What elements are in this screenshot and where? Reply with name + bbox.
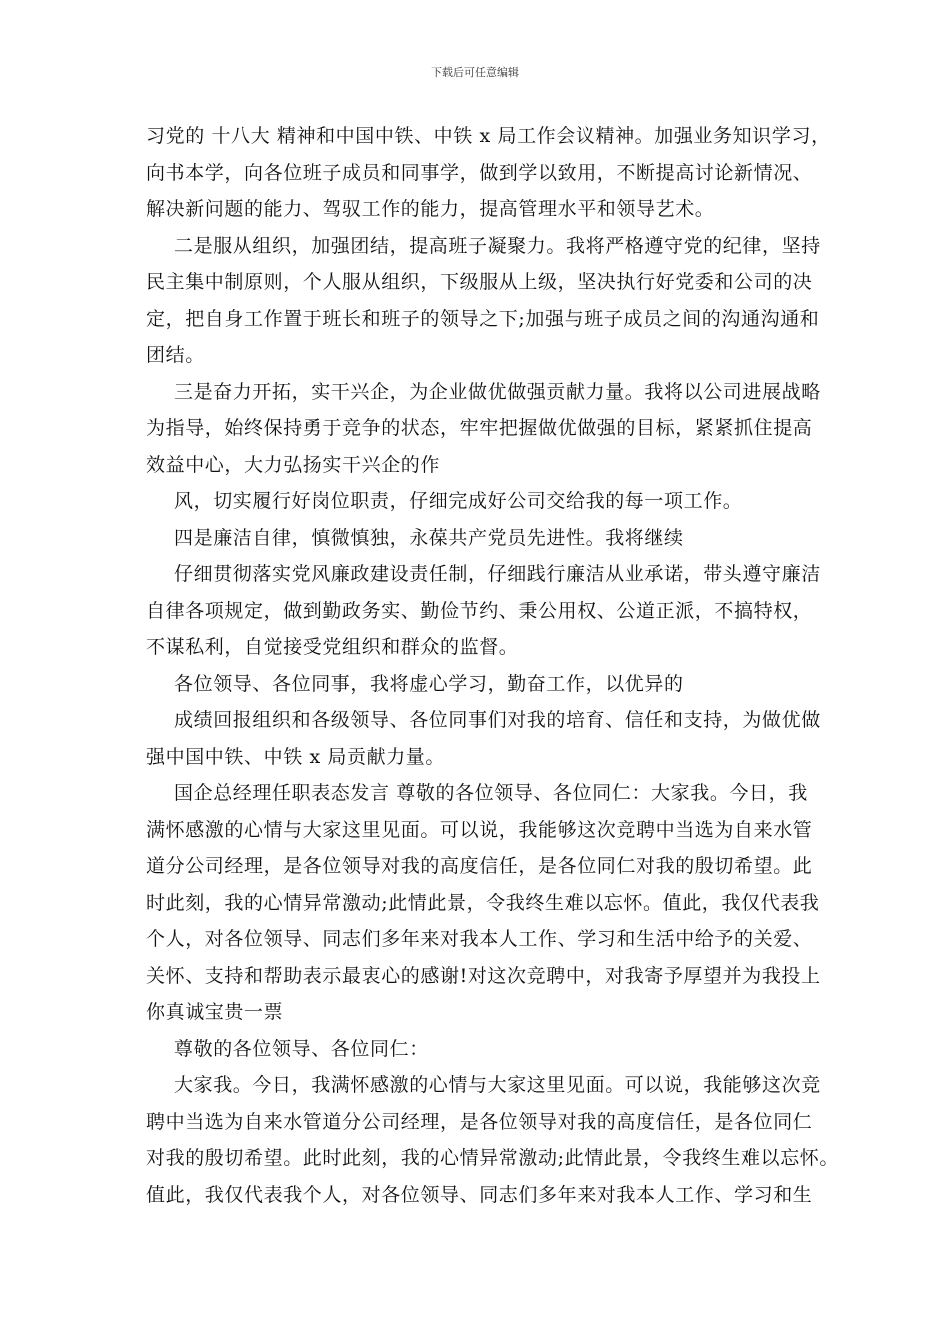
text-line: 为指导，始终保持勇于竞争的状态，牢牢把握做优做强的目标，紧紧抓住提高	[146, 417, 813, 439]
text-line: 民主集中制原则，个人服从组织，下级服从上级，坚决执行好党委和公司的决	[146, 271, 813, 293]
text-line: 个人，对各位领导、同志们多年来对我本人工作、学习和生活中给予的关爱、	[146, 928, 813, 950]
text-line: 效益中心，大力弘扬实干兴企的作	[146, 453, 441, 476]
text-line: 二是服从组织，加强团结，提高班子凝聚力。我将严格遵守党的纪律，坚持	[174, 234, 821, 257]
document-body	[146, 118, 840, 1213]
text-line: 定，把自身工作置于班长和班子的领导之下;加强与班子成员之间的沟通沟通和	[146, 307, 820, 330]
text-line: 聘中当选为自来水管道分公司经理，是各位领导对我的高度信任，是各位同仁	[146, 1110, 813, 1133]
text-line: 自律各项规定，做到勤政务实、勤俭节约、秉公用权、公道正派，不搞特权，	[146, 599, 813, 622]
text-line: 关怀、支持和帮助表示最衷心的感谢!对这次竞聘中，对我寄予厚望并为我投上	[146, 964, 821, 987]
text-line: 不谋私利，自觉接受党组织和群众的监督。	[146, 636, 519, 658]
text-line: 解决新问题的能力、驾驭工作的能力，提高管理水平和领导艺术。	[146, 198, 715, 220]
text-line: 三是奋力开拓，实干兴企，为企业做优做强贡献力量。我将以公司进展战略	[174, 380, 821, 403]
text-line: 团结。	[146, 344, 205, 366]
text-line: 对我的殷切希望。此时此刻，我的心情异常激动;此情此景，令我终生难以忘怀。	[146, 1147, 840, 1169]
text-line: 你真诚宝贵一票	[146, 1001, 284, 1023]
text-line: 向书本学，向各位班子成员和同事学，做到学以致用，不断提高讨论新情况、	[146, 161, 813, 184]
text-line: 风，切实履行好岗位职责，仔细完成好公司交给我的每一项工作。	[174, 490, 743, 512]
text-line: 尊敬的各位领导、各位同仁：	[174, 1037, 429, 1060]
text-line: 各位领导、各位同事，我将虚心学习，勤奋工作，以优异的	[174, 672, 684, 695]
text-line: 满怀感激的心情与大家这里见面。可以说，我能够这次竞聘中当选为自来水管	[146, 818, 813, 841]
text-line: 习党的 十八大 精神和中国中铁、中铁 x 局工作会议精神。加强业务知识学习，	[146, 125, 831, 147]
text-line: 仔细贯彻落实党风廉政建设责任制，仔细践行廉洁从业承诺，带头遵守廉洁	[174, 563, 821, 585]
text-line: 大家我。今日，我满怀感激的心情与大家这里见面。可以说，我能够这次竞	[174, 1074, 821, 1096]
text-line: 成绩回报组织和各级领导、各位同事们对我的培育、信任和支持，为做优做	[174, 709, 821, 731]
text-line: 强中国中铁、中铁 x 局贡献力量。	[146, 745, 445, 768]
text-line: 时此刻，我的心情异常激动;此情此景，令我终生难以忘怀。值此，我仅代表我	[146, 891, 820, 914]
text-line: 值此，我仅代表我个人，对各位领导、同志们多年来对我本人工作、学习和生	[146, 1183, 813, 1206]
page-header: 下载后可任意编辑	[431, 66, 519, 79]
text-line: 道分公司经理，是各位领导对我的高度信任，是各位同仁对我的殷切希望。此	[146, 855, 813, 877]
text-line: 四是廉洁自律，慎微慎独，永葆共产党员先进性。我将继续	[174, 526, 684, 549]
text-line: 国企总经理任职表态发言 尊敬的各位领导、各位同仁：大家我。今日，我	[174, 782, 808, 804]
